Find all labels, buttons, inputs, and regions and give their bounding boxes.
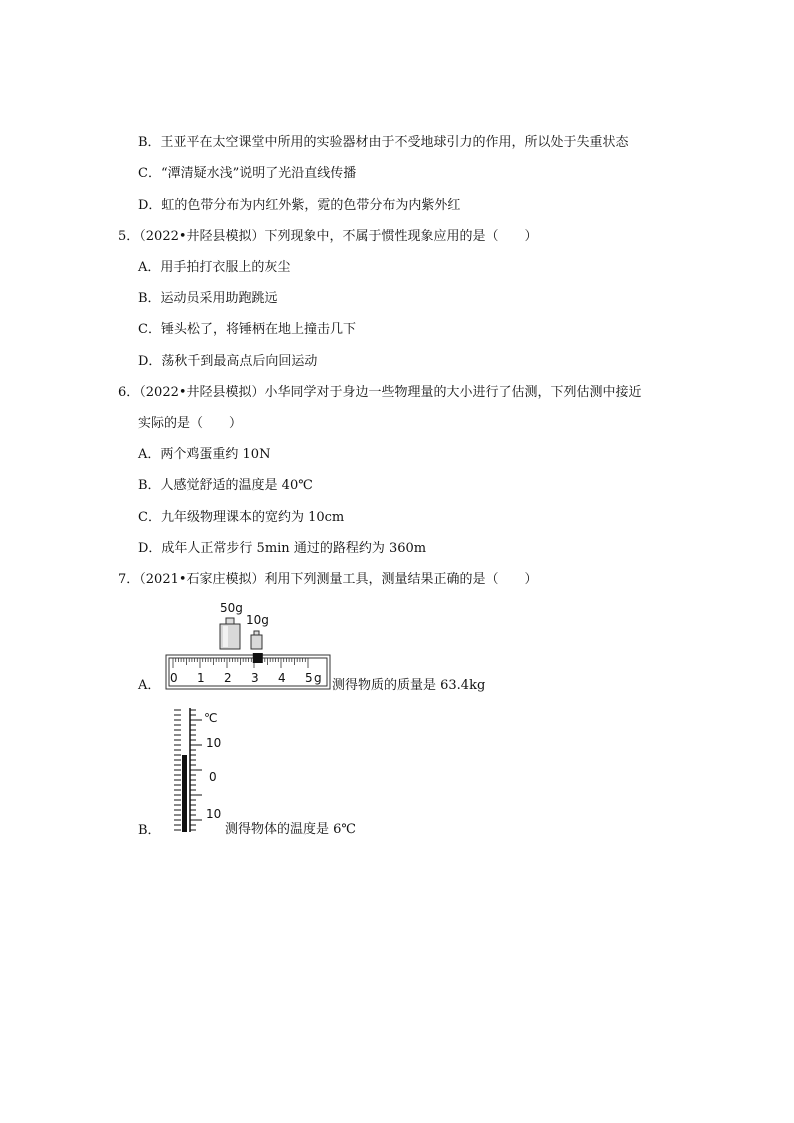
q6-option-a: A．两个鸡蛋重约 10N [138, 447, 271, 462]
thermometer-unit: ℃ [204, 711, 218, 725]
weight-50g [220, 618, 240, 649]
q7-option-b-letter: B． [138, 823, 161, 838]
thermometer-figure [168, 706, 228, 836]
scale-tick-label: 1 [197, 671, 205, 685]
scale-tick-label: 4 [278, 671, 286, 685]
q6-option-b: B．人感觉舒适的温度是 40℃ [138, 478, 313, 493]
balance-scale-figure [160, 598, 335, 692]
q4-option-d: D．虹的色带分布为内红外紫，霓的色带分布为内紫外红 [138, 198, 461, 213]
q7-stem: 7．（2021•石家庄模拟）利用下列测量工具，测量结果正确的是（ ） [118, 572, 538, 587]
scale-tick-label: 2 [224, 671, 232, 685]
q6-option-d: D．成年人正常步行 5min 通过的路程约为 360m [138, 541, 427, 556]
scale-tick-label: 3 [251, 671, 259, 685]
thermometer-ticks [174, 710, 202, 830]
thermometer-label-10: 10 [206, 736, 222, 750]
q4-option-c: C．“潭清疑水浅”说明了光沿直线传播 [138, 166, 357, 181]
balance-rider [253, 653, 263, 663]
weight-50g-label: 50g [220, 601, 243, 615]
q5-option-a: A．用手拍打衣服上的灰尘 [138, 260, 291, 275]
q5-option-b: B．运动员采用助跑跳远 [138, 291, 278, 306]
thermometer-label-0: 0 [209, 770, 217, 784]
q7-option-a-text: 测得物质的质量是 63.4kg [332, 678, 486, 693]
thermometer-mercury-column [182, 755, 187, 832]
q4-option-b: B．王亚平在太空课堂中所用的实验器材由于不受地球引力的作用，所以处于失重状态 [138, 135, 629, 150]
scale-tick-label: 5 [305, 671, 313, 685]
q5-stem: 5．（2022•井陉县模拟）下列现象中，不属于惯性现象应用的是（ ） [118, 229, 538, 244]
weight-10g [251, 631, 262, 649]
q6-stem-cont: 实际的是（ ） [138, 416, 243, 431]
scale-tick-label: 0 [170, 671, 178, 685]
q5-option-c: C．锤头松了，将锤柄在地上撞击几下 [138, 322, 356, 337]
q7-option-a-letter: A． [138, 678, 161, 693]
weight-10g-label: 10g [246, 613, 269, 627]
q6-option-c: C．九年级物理课本的宽约为 10cm [138, 510, 345, 525]
q5-option-d: D．荡秋千到最高点后向回运动 [138, 354, 318, 369]
scale-unit-label: g [314, 671, 322, 685]
q6-stem: 6．（2022•井陉县模拟）小华同学对于身边一些物理量的大小进行了估测，下列估测中接近 [118, 385, 642, 400]
thermometer-label-neg10: 10 [206, 807, 222, 821]
q7-option-b-text: 测得物体的温度是 6℃ [225, 822, 356, 837]
